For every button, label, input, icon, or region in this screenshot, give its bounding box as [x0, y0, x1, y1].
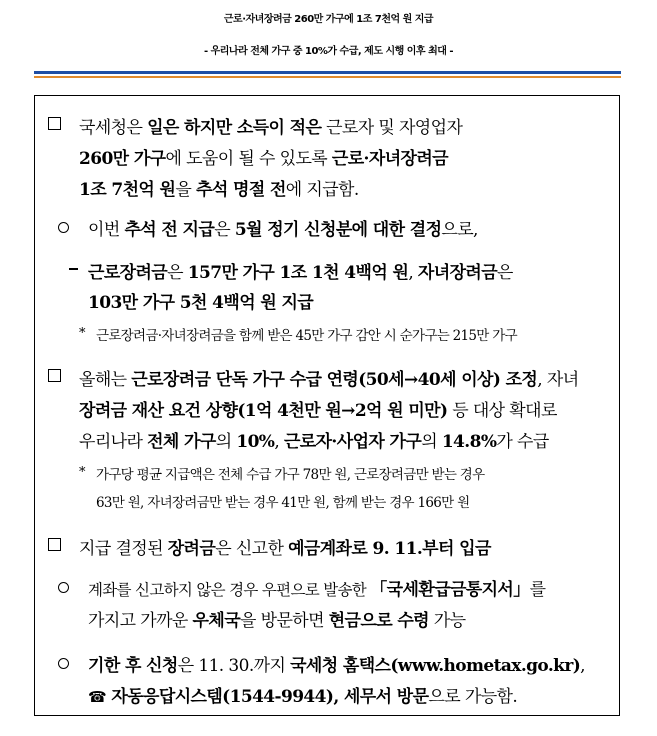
s3-line1: 지급 결정된 장려금은 신고한 예금계좌로 9. 11.부터 입금 — [79, 539, 491, 559]
s3-point1-line1: 계좌를 신고하지 않은 경우 우편으로 발송한 「국세환급금통지서」를 — [88, 580, 546, 600]
page-title: 근로·자녀장려금 260만 가구에 1조 7천억 원 지급 — [223, 14, 434, 25]
s1-dash-line1: 근로장려금은 157만 가구 1조 1천 4백억 원, 자녀장려금은 — [88, 263, 513, 283]
circle-bullet-icon — [58, 582, 69, 593]
s2-line1: 올해는 근로장려금 단독 가구 수급 연령(50세→40세 이상) 조정, 자녀 — [79, 370, 579, 390]
s1-line3: 1조 7천억 원을 추석 명절 전에 지급함. — [79, 180, 359, 200]
s3-point2-line1: 기한 후 신청은 11. 30.까지 국세청 홈택스(www.hometax.go.kr), — [88, 656, 585, 676]
title-rule-orange — [34, 76, 621, 78]
title-rule-blue — [34, 71, 621, 74]
s3-point1-line2: 가지고 가까운 우체국을 방문하면 현금으로 수령 가능 — [88, 611, 466, 631]
s1-dash-line2: 103만 가구 5천 4백억 원 지급 — [88, 293, 314, 313]
circle-bullet-icon — [58, 658, 69, 669]
s1-point1: 이번 추석 전 지급은 5월 정기 신청분에 대한 결정으로, — [88, 220, 478, 240]
s3-point2-line2: ☎ 자동응답시스템(1544-9944), 세무서 방문으로 가능함. — [88, 687, 518, 707]
square-bullet-icon — [48, 538, 61, 551]
s2-line2: 장려금 재산 요건 상향(1억 4천만 원→2억 원 미만) 등 대상 확대로 — [79, 401, 557, 421]
s1-note: 근로장려금·자녀장려금을 함께 받은 45만 가구 감안 시 순가구는 215만 가구 — [96, 328, 517, 344]
circle-bullet-icon — [58, 222, 69, 233]
phone-icon: ☎ — [88, 688, 107, 706]
s2-line3: 우리나라 전체 가구의 10%, 근로자·사업자 가구의 14.8%가 수급 — [79, 432, 549, 452]
asterisk-bullet-icon: * — [79, 326, 86, 341]
square-bullet-icon — [48, 117, 61, 130]
s1-line2: 260만 가구에 도움이 될 수 있도록 근로·자녀장려금 — [79, 149, 448, 169]
dash-bullet-icon — [69, 268, 78, 270]
s2-note-line1: 가구당 평균 지급액은 전체 수급 가구 78만 원, 근로장려금만 받는 경우 — [96, 467, 485, 483]
page-subtitle: - 우리나라 전체 가구 중 10%가 수급, 제도 시행 이후 최대 - — [203, 46, 454, 57]
square-bullet-icon — [48, 369, 61, 382]
content-box — [34, 95, 620, 716]
s2-note-line2: 63만 원, 자녀장려금만 받는 경우 41만 원, 함께 받는 경우 166만 원 — [96, 495, 470, 511]
s1-line1: 국세청은 일은 하지만 소득이 적은 근로자 및 자영업자 — [79, 118, 463, 138]
asterisk-bullet-icon: * — [79, 465, 86, 480]
